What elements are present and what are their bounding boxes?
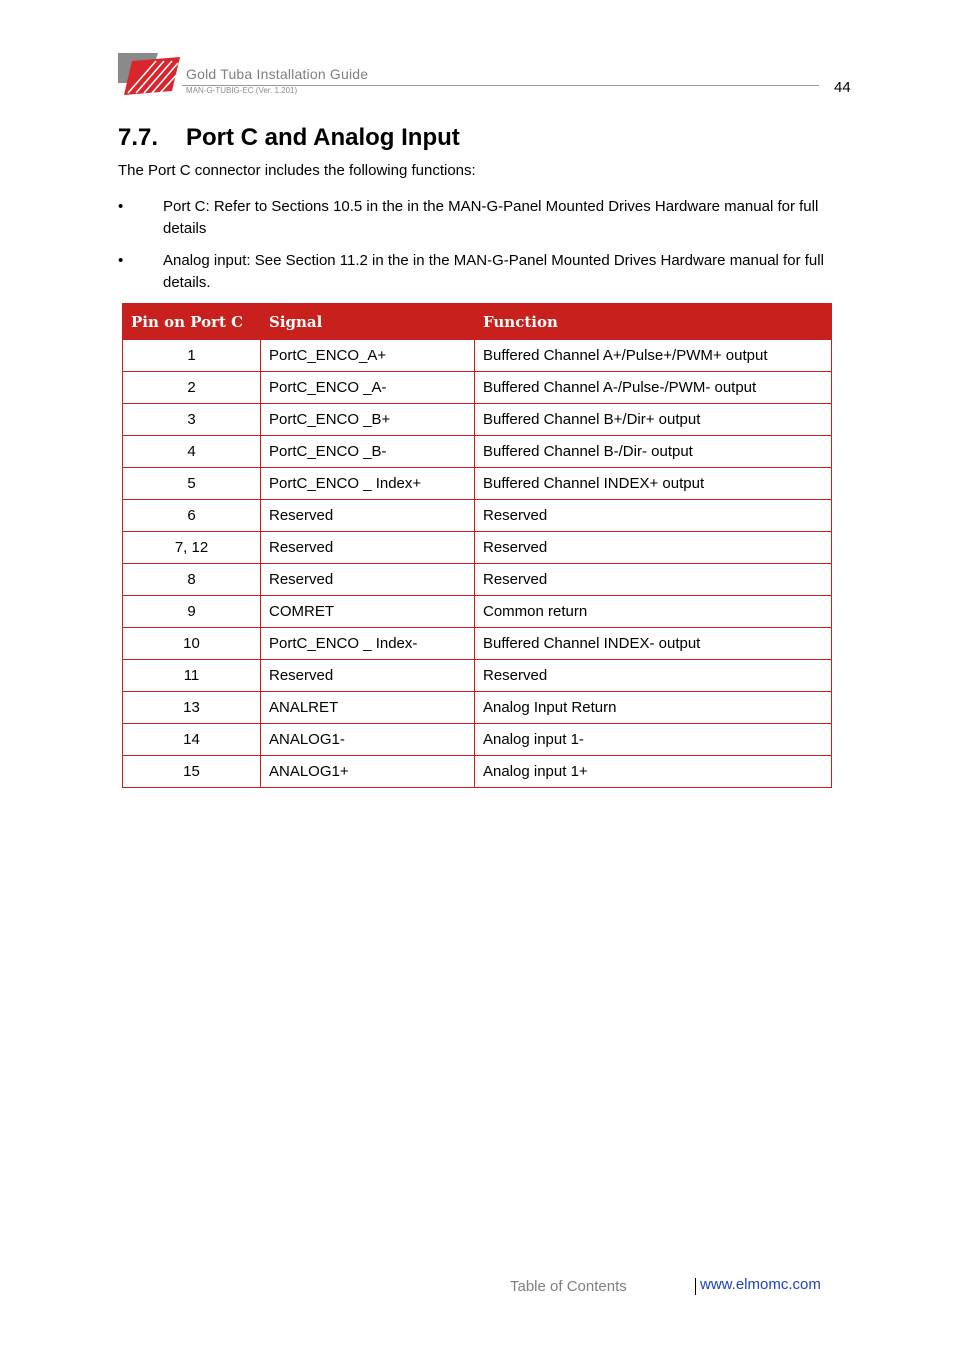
table-row [123, 756, 832, 788]
cell-signal: PortC_ENCO _B- [261, 436, 475, 468]
section-title: Port C and Analog Input [186, 124, 460, 151]
table-row [123, 692, 832, 724]
cell-pin: 14 [123, 724, 261, 756]
cell-function: Buffered Channel B-/Dir- output [475, 436, 832, 468]
table-row [123, 532, 832, 564]
website-link[interactable]: www.elmomc.com [700, 1276, 821, 1293]
cell-signal: PortC_ENCO _ Index- [261, 628, 475, 660]
cell-function: Buffered Channel INDEX- output [475, 628, 832, 660]
cell-signal: ANALRET [261, 692, 475, 724]
intro-paragraph: The Port C connector includes the following functions: [118, 162, 476, 179]
cell-pin: 2 [123, 372, 261, 404]
cell-function: Reserved [475, 500, 832, 532]
cell-pin: 7, 12 [123, 532, 261, 564]
cell-pin: 1 [123, 340, 261, 372]
table-row [123, 564, 832, 596]
cell-function: Reserved [475, 532, 832, 564]
table-body [123, 340, 832, 788]
cell-function: Reserved [475, 564, 832, 596]
section-heading [118, 124, 460, 152]
cell-function: Reserved [475, 660, 832, 692]
cell-signal: Reserved [261, 500, 475, 532]
cell-signal: Reserved [261, 660, 475, 692]
column-header-pin: Pin on Port C [123, 304, 261, 340]
cell-signal: PortC_ENCO _A- [261, 372, 475, 404]
table-row [123, 628, 832, 660]
header-title: Gold Tuba Installation Guide [186, 66, 369, 82]
cell-pin: 5 [123, 468, 261, 500]
cell-pin: 10 [123, 628, 261, 660]
table-header-row [123, 304, 832, 340]
elmo-logo-icon [118, 53, 180, 95]
cell-function: Buffered Channel A+/Pulse+/PWM+ output [475, 340, 832, 372]
cell-signal: ANALOG1- [261, 724, 475, 756]
cell-signal: Reserved [261, 532, 475, 564]
cell-pin: 6 [123, 500, 261, 532]
cell-pin: 11 [123, 660, 261, 692]
port-c-pin-table [122, 303, 832, 788]
table-row [123, 436, 832, 468]
table-row [123, 500, 832, 532]
table-of-contents-link[interactable]: Table of Contents [510, 1278, 627, 1295]
cell-pin: 15 [123, 756, 261, 788]
table-row [123, 660, 832, 692]
cell-function: Buffered Channel INDEX+ output [475, 468, 832, 500]
cell-function: Buffered Channel B+/Dir+ output [475, 404, 832, 436]
cell-pin: 3 [123, 404, 261, 436]
page-number: 44 [834, 79, 851, 96]
list-item-text: Port C: Refer to Sections 10.5 in the in the MAN-G-Panel Mounted Drives Hardware manual for full details [163, 198, 819, 237]
cell-pin: 13 [123, 692, 261, 724]
cell-signal: Reserved [261, 564, 475, 596]
cell-signal: ANALOG1+ [261, 756, 475, 788]
cell-signal: PortC_ENCO _B+ [261, 404, 475, 436]
cell-function: Analog input 1- [475, 724, 832, 756]
table-row [123, 468, 832, 500]
section-number: 7.7. [118, 124, 159, 151]
table-row [123, 404, 832, 436]
table-row [123, 596, 832, 628]
footer-separator [695, 1278, 696, 1295]
bullet-icon: • [118, 252, 124, 269]
cell-pin: 8 [123, 564, 261, 596]
cell-pin: 4 [123, 436, 261, 468]
bullet-icon: • [118, 198, 124, 215]
cell-signal: PortC_ENCO_A+ [261, 340, 475, 372]
column-header-signal: Signal [261, 304, 475, 340]
table-row [123, 724, 832, 756]
cell-pin: 9 [123, 596, 261, 628]
cell-function: Common return [475, 596, 832, 628]
cell-function: Buffered Channel A-/Pulse-/PWM- output [475, 372, 832, 404]
table-row [123, 372, 832, 404]
cell-function: Analog input 1+ [475, 756, 832, 788]
list-item-text: Analog input: See Section 11.2 in the in the MAN-G-Panel Mounted Drives Hardware manual for full details. [163, 252, 824, 291]
cell-signal: PortC_ENCO _ Index+ [261, 468, 475, 500]
cell-signal: COMRET [261, 596, 475, 628]
table-row [123, 340, 832, 372]
cell-function: Analog Input Return [475, 692, 832, 724]
column-header-function: Function [475, 304, 832, 340]
header-doc-code: MAN-G-TUBIG-EC (Ver. 1.201) [186, 86, 298, 95]
